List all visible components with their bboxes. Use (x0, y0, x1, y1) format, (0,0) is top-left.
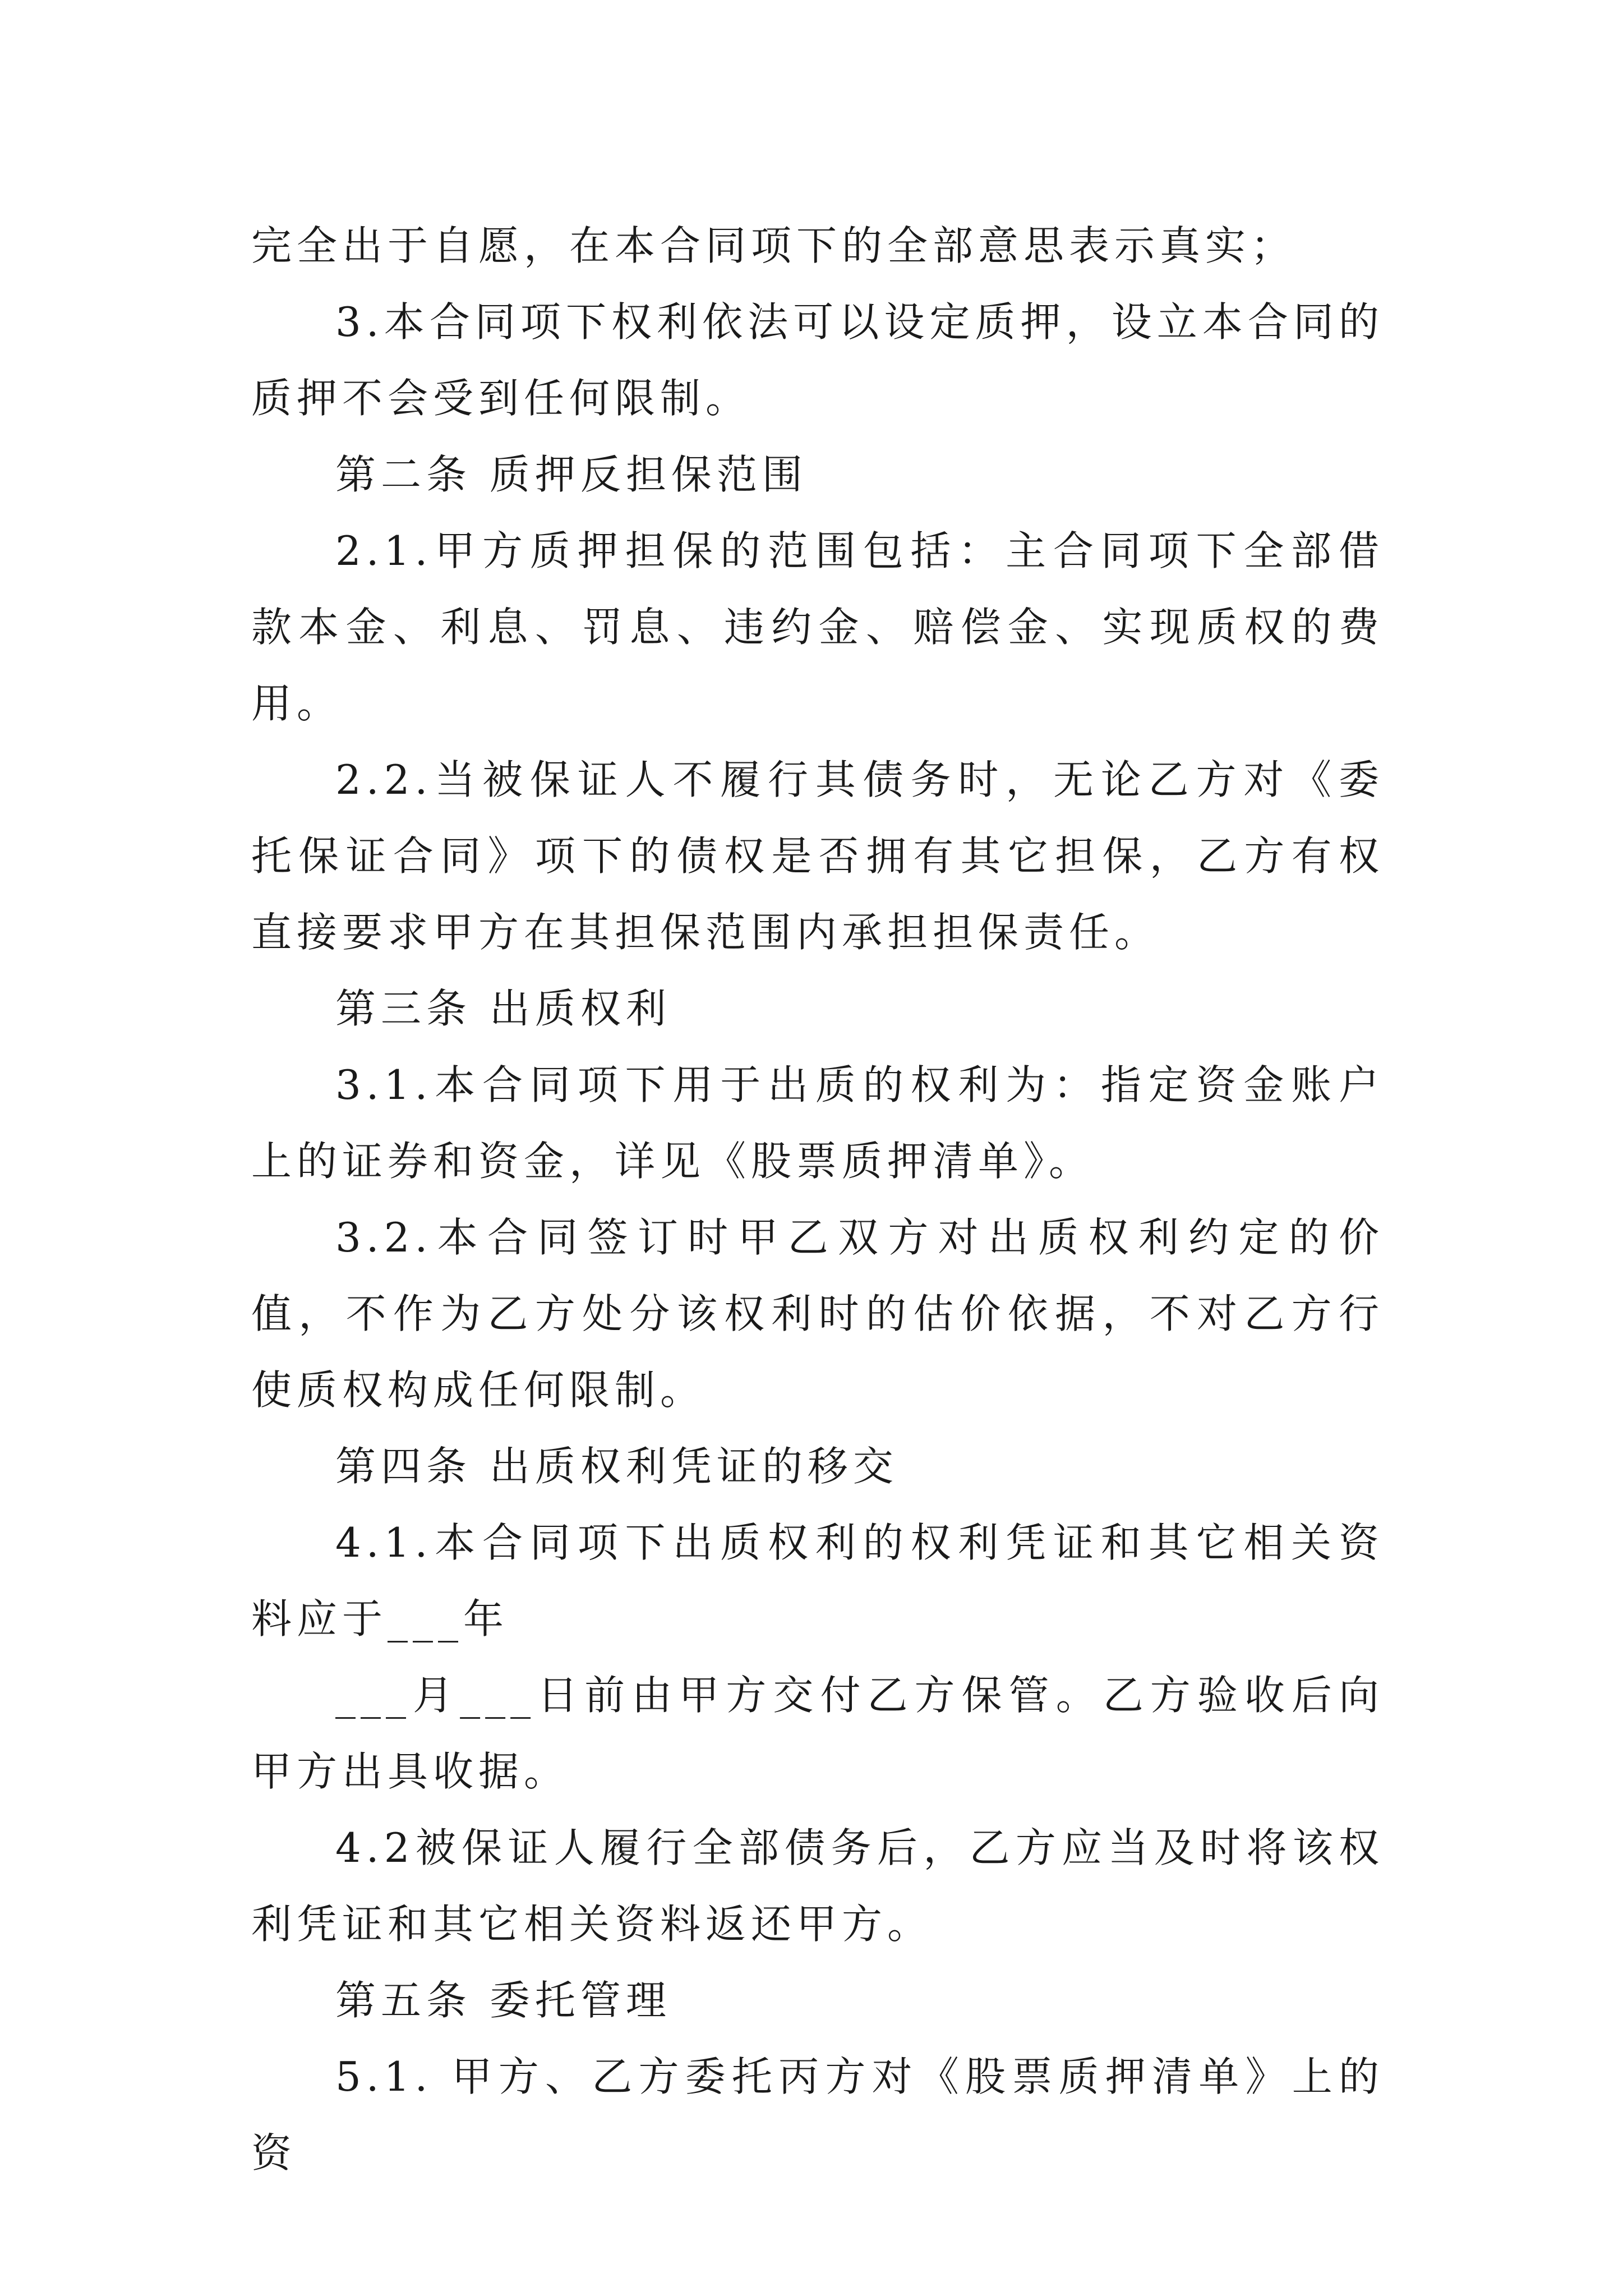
paragraph-continuation: 完全出于自愿，在本合同项下的全部意思表示真实； (251, 222, 1297, 269)
clause-2-1: 2.1.甲方质押担保的范围包括：主合同项下全部借款本金、利息、罚息、违约金、赔偿金、实现质权的费用。 (251, 527, 1384, 727)
clause-4-1: 4.1.本合同项下出质权利的权利凭证和其它相关资料应于___年 (251, 1519, 1384, 1642)
clause-4-2: 4.2被保证人履行全部债务后，乙方应当及时将该权利凭证和其它相关资料返还甲方。 (251, 1824, 1384, 1948)
clause-2-2: 2.2.当被保证人不履行其债务时，无论乙方对《委托保证合同》项下的债权是否拥有其它担保，乙方有权直接要求甲方在其担保范围内承担担保责任。 (251, 756, 1384, 956)
article-5-heading: 第五条 委托管理 (335, 1977, 671, 2024)
article-2-heading: 第二条 质押反担保范围 (335, 451, 808, 498)
clause-1-3: 3.本合同项下权利依法可以设定质押，设立本合同的质押不会受到任何限制。 (251, 298, 1384, 422)
article-4-heading: 第四条 出质权利凭证的移交 (335, 1443, 898, 1490)
clause-4-1-continued: ___月___日前由甲方交付乙方保管。乙方验收后向甲方出具收据。 (251, 1672, 1384, 1795)
document-body (251, 208, 1384, 2191)
article-3-heading: 第三条 出质权利 (335, 985, 671, 1032)
clause-3-1: 3.1.本合同项下用于出质的权利为：指定资金账户上的证券和资金，详见《股票质押清单》。 (251, 1061, 1384, 1185)
clause-3-2: 3.2.本合同签订时甲乙双方对出质权利约定的价值，不作为乙方处分该权利时的估价依据，不对乙方行使质权构成任何限制。 (251, 1214, 1384, 1414)
clause-5-1: 5.1. 甲方、乙方委托丙方对《股票质押清单》上的资 (251, 2053, 1384, 2177)
